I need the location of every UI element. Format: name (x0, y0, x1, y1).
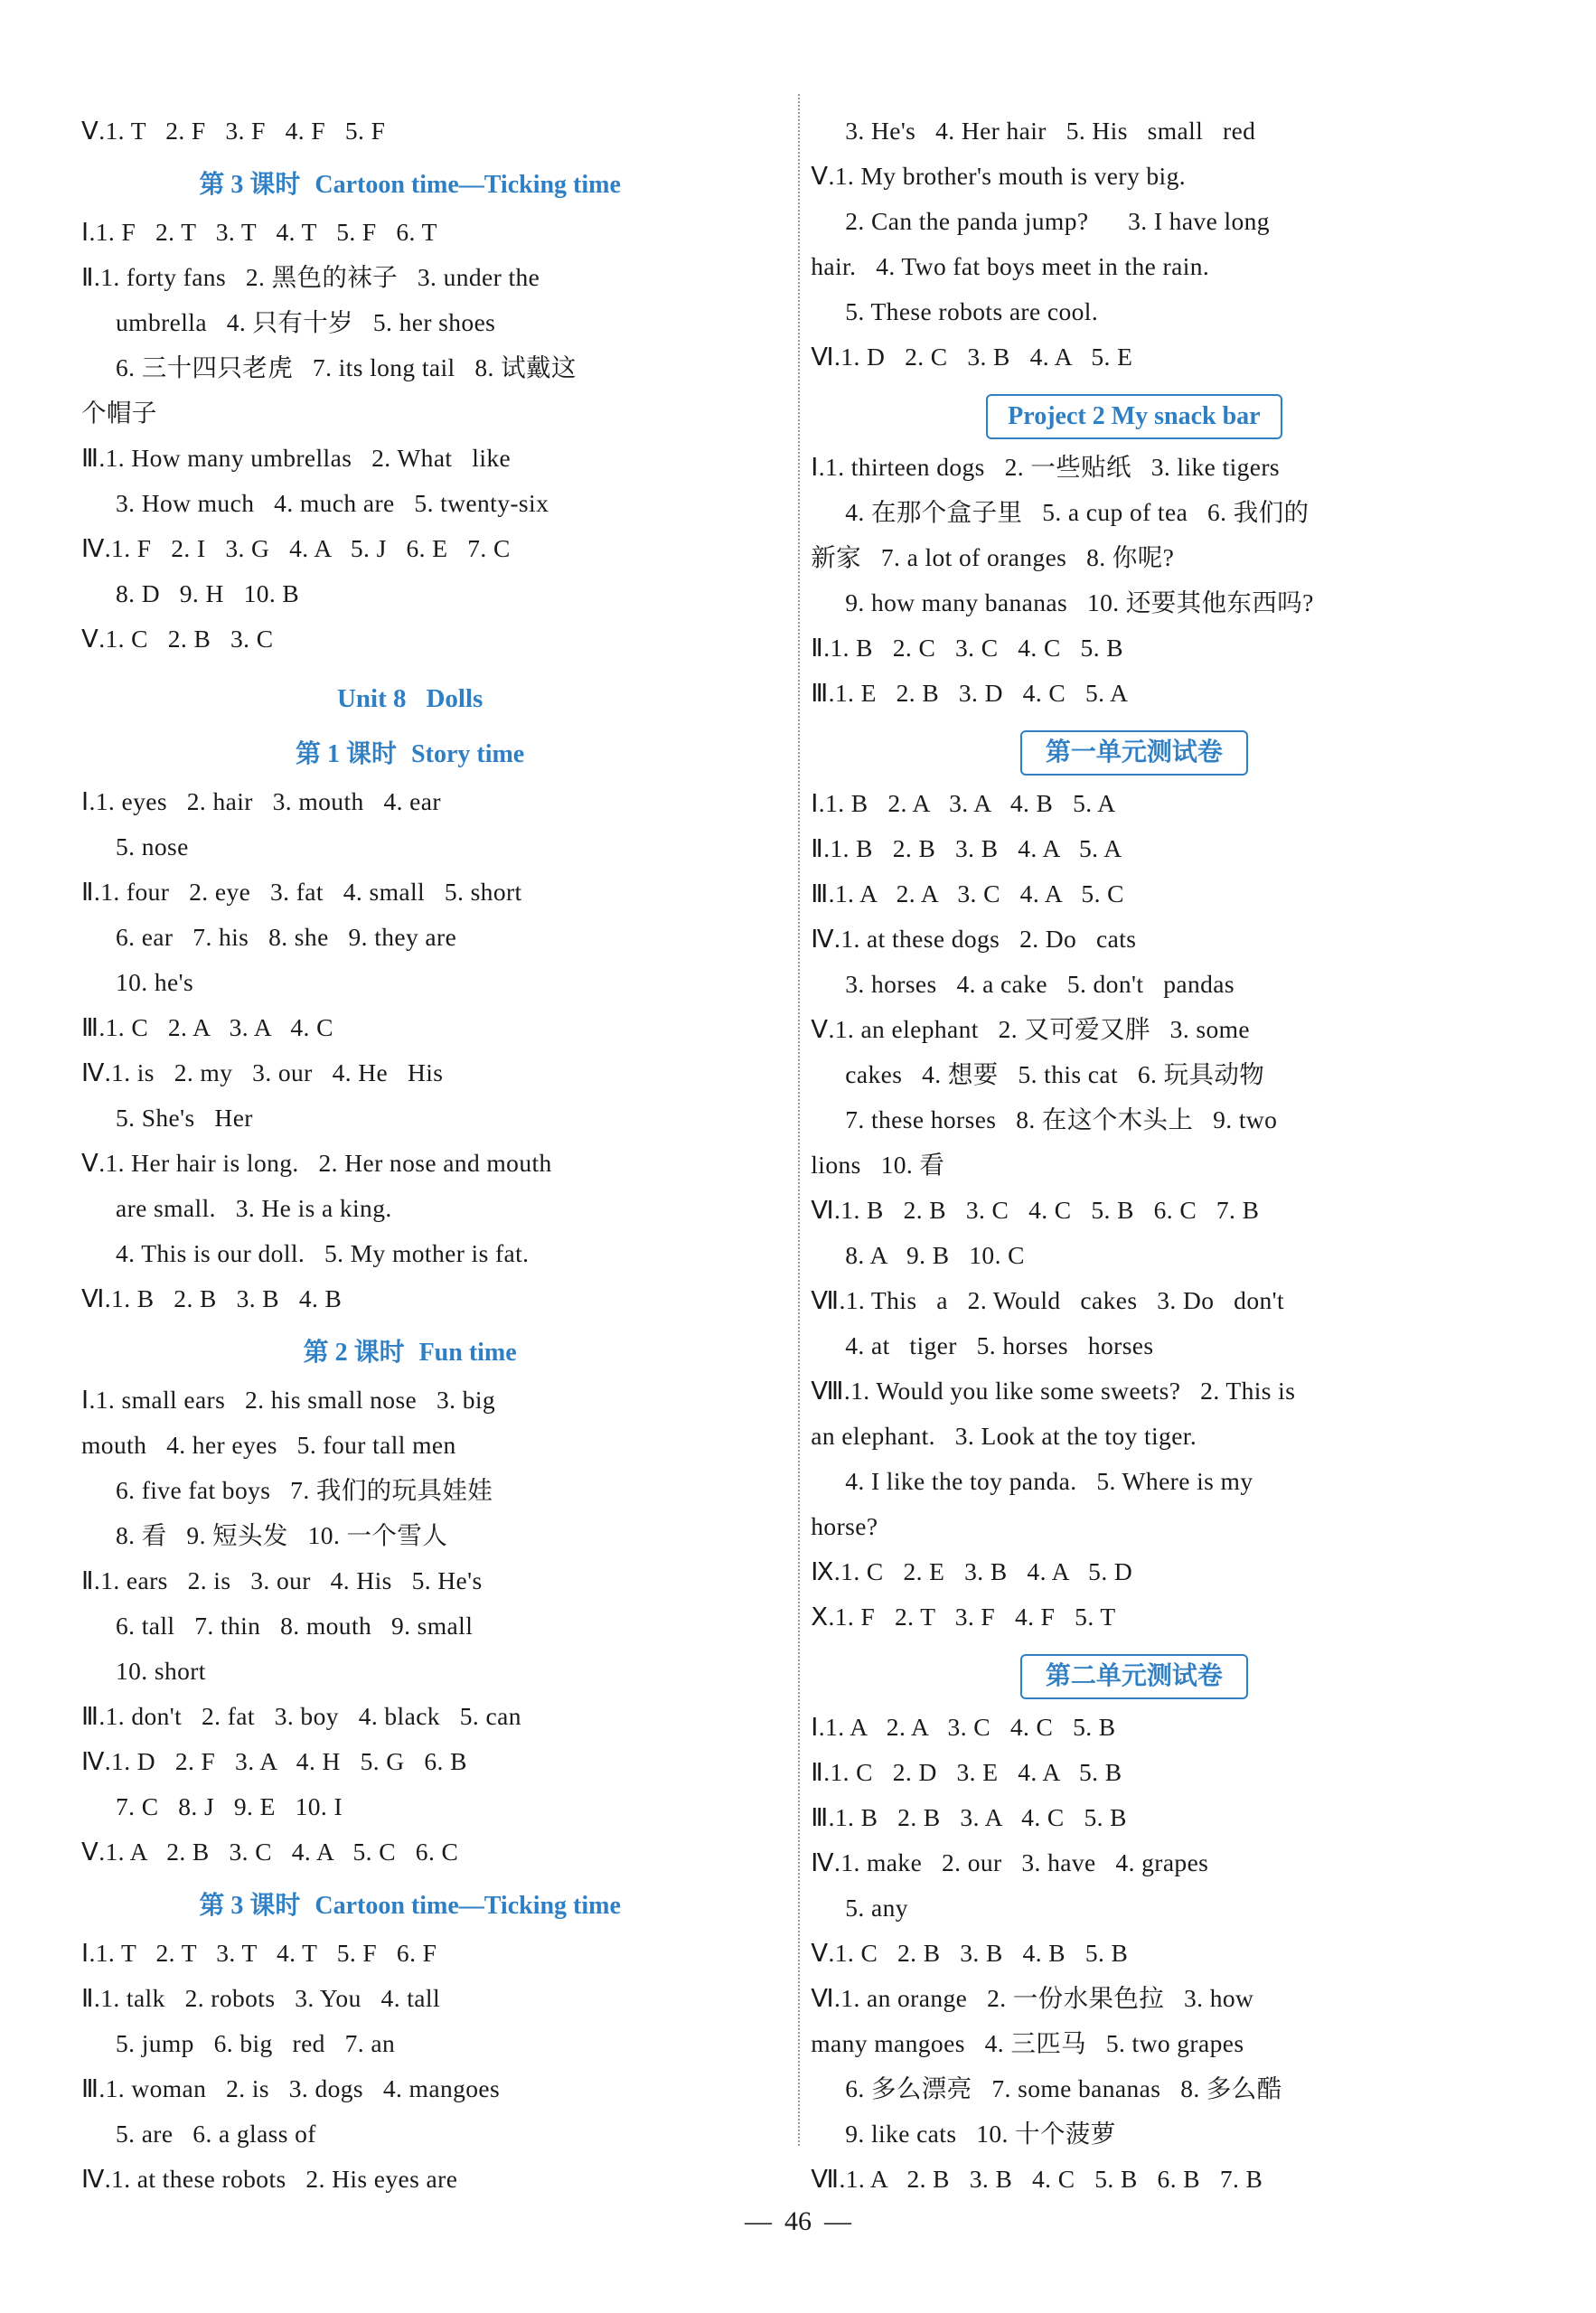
answer-line: 6. 三十四只老虎 7. its long tail 8. 试戴这 (116, 353, 577, 381)
right-column (769, 108, 1457, 2193)
answer-line: Ⅳ.1. is 2. my 3. our 4. He His (81, 1058, 444, 1086)
answer-line: 4. This is our doll. 5. My mother is fat. (116, 1239, 530, 1267)
answer-line: 8. D 9. H 10. B (116, 579, 300, 607)
page-footer (0, 2206, 1596, 2237)
answer-line: Ⅲ.1. E 2. B 3. D 4. C 5. A (811, 679, 1129, 707)
lesson-heading (81, 1330, 738, 1376)
answer-line: 10. short (116, 1657, 206, 1685)
boxed-heading-label: Project 2 My snack bar (986, 394, 1281, 439)
answer-line: an elephant. 3. Look at the toy tiger. (811, 1422, 1197, 1450)
answer-line: 6. five fat boys 7. 我们的玩具娃娃 (116, 1476, 493, 1504)
answer-line: 新家 7. a lot of oranges 8. 你呢? (811, 543, 1175, 571)
answer-line: Ⅱ.1. B 2. C 3. C 4. C 5. B (811, 634, 1123, 662)
answer-line: Ⅴ.1. C 2. B 3. C (81, 625, 274, 653)
answer-line: 9. like cats 10. 十个菠萝 (845, 2120, 1116, 2148)
answer-line: Ⅶ.1. A 2. B 3. B 4. C 5. B 6. B 7. B (811, 2165, 1263, 2193)
answer-line: 6. 多么漂亮 7. some bananas 8. 多么酷 (845, 2074, 1282, 2102)
answer-line: 7. these horses 8. 在这个木头上 9. two (845, 1105, 1278, 1133)
answer-line: Ⅲ.1. C 2. A 3. A 4. C (81, 1013, 333, 1041)
left-column (81, 108, 769, 2193)
answer-line: Ⅴ.1. T 2. F 3. F 4. F 5. F (81, 117, 386, 145)
answer-line: Ⅶ.1. This a 2. Would cakes 3. Do don't (811, 1286, 1285, 1314)
answer-line: Ⅰ.1. eyes 2. hair 3. mouth 4. ear (81, 787, 441, 815)
lesson-heading (81, 1884, 738, 1929)
answer-line: mouth 4. her eyes 5. four tall men (81, 1431, 456, 1459)
lesson-number: 第 3 课时 (199, 1892, 301, 1920)
answer-line: 个帽子 (81, 399, 157, 427)
answer-line: Ⅰ.1. thirteen dogs 2. 一些贴纸 3. like tigers (811, 453, 1281, 481)
answer-line: Ⅳ.1. at these dogs 2. Do cats (811, 925, 1137, 953)
answer-line: Ⅴ.1. My brother's mouth is very big. (811, 162, 1186, 190)
answer-line: 6. ear 7. his 8. she 9. they are (116, 923, 457, 951)
answer-line: Ⅲ.1. A 2. A 3. C 4. A 5. C (811, 879, 1124, 907)
answer-line: Ⅱ.1. ears 2. is 3. our 4. His 5. He's (81, 1566, 483, 1594)
answer-line: 5. nose (116, 832, 189, 860)
unit-name: Dolls (426, 684, 483, 713)
boxed-heading-label: 第二单元测试卷 (1020, 1654, 1248, 1699)
answer-line: 5. These robots are cool. (845, 297, 1099, 325)
answer-line: hair. 4. Two fat boys meet in the rain. (811, 252, 1210, 280)
answer-line: cakes 4. 想要 5. this cat 6. 玩具动物 (845, 1060, 1265, 1088)
answer-line: Ⅰ.1. A 2. A 3. C 4. C 5. B (811, 1713, 1116, 1741)
answer-line: horse? (811, 1512, 878, 1540)
answer-line: 5. any (845, 1894, 908, 1922)
unit-test-heading (811, 730, 1457, 776)
answer-line: Ⅰ.1. B 2. A 3. A 4. B 5. A (811, 789, 1116, 817)
answer-line: Ⅲ.1. don't 2. fat 3. boy 4. black 5. can (81, 1702, 521, 1730)
answer-line: 4. 在那个盒子里 5. a cup of tea 6. 我们的 (845, 498, 1310, 526)
answer-line: 8. A 9. B 10. C (845, 1241, 1025, 1269)
lesson-number: 第 2 课时 (303, 1339, 405, 1367)
column-divider (798, 94, 800, 2146)
answer-line: Ⅵ.1. B 2. B 3. C 4. C 5. B 6. C 7. B (811, 1196, 1260, 1224)
answer-line: Ⅵ.1. an orange 2. 一份水果色拉 3. how (811, 1984, 1254, 2012)
answer-line: 7. C 8. J 9. E 10. I (116, 1792, 343, 1820)
answer-line: Ⅹ.1. F 2. T 3. F 4. F 5. T (811, 1603, 1116, 1631)
answer-line: 4. I like the toy panda. 5. Where is my (845, 1467, 1253, 1495)
answer-line: 3. How much 4. much are 5. twenty-six (116, 489, 549, 517)
answer-line: Ⅳ.1. D 2. F 3. A 4. H 5. G 6. B (81, 1747, 467, 1775)
answer-line: many mangoes 4. 三匹马 5. two grapes (811, 2029, 1244, 2057)
lesson-title: Fun time (418, 1339, 517, 1367)
unit-test-heading (811, 1654, 1457, 1699)
answer-line: 8. 看 9. 短头发 10. 一个雪人 (116, 1521, 448, 1549)
answer-line: Ⅳ.1. F 2. I 3. G 4. A 5. J 6. E 7. C (81, 534, 511, 562)
answer-line: Ⅴ.1. C 2. B 3. B 4. B 5. B (811, 1939, 1129, 1967)
lesson-title: Cartoon time—Ticking time (315, 1892, 621, 1920)
lesson-title: Cartoon time—Ticking time (315, 171, 621, 199)
unit-number: Unit 8 (336, 684, 407, 713)
answer-line: 3. horses 4. a cake 5. don't pandas (845, 970, 1235, 998)
answer-line: Ⅲ.1. woman 2. is 3. dogs 4. mangoes (81, 2074, 501, 2102)
lesson-heading (81, 732, 738, 777)
answer-line: 10. he's (116, 968, 194, 996)
page-number: 46 (784, 2206, 812, 2236)
answer-line: 5. are 6. a glass of (116, 2120, 316, 2148)
lesson-number: 第 1 课时 (296, 740, 398, 768)
answer-line: 4. at tiger 5. horses horses (845, 1331, 1154, 1359)
answer-line: umbrella 4. 只有十岁 5. her shoes (116, 308, 496, 336)
answer-line: Ⅱ.1. talk 2. robots 3. You 4. tall (81, 1984, 440, 2012)
answer-line: Ⅸ.1. C 2. E 3. B 4. A 5. D (811, 1557, 1133, 1585)
answer-line: Ⅱ.1. B 2. B 3. B 4. A 5. A (811, 834, 1122, 862)
answer-line: lions 10. 看 (811, 1151, 945, 1179)
lesson-number: 第 3 课时 (199, 171, 301, 199)
answer-line: Ⅰ.1. F 2. T 3. T 4. T 5. F 6. T (81, 218, 437, 246)
answer-line: 5. jump 6. big red 7. an (116, 2029, 396, 2057)
answer-line: 5. She's Her (116, 1104, 253, 1132)
answer-line: Ⅷ.1. Would you like some sweets? 2. This is (811, 1377, 1296, 1405)
answer-line: 6. tall 7. thin 8. mouth 9. small (116, 1612, 474, 1640)
answer-line: 9. how many bananas 10. 还要其他东西吗? (845, 588, 1314, 616)
footer-dash-left: — (745, 2206, 772, 2236)
answer-line: Ⅴ.1. A 2. B 3. C 4. A 5. C 6. C (81, 1838, 459, 1866)
unit-heading (81, 674, 738, 723)
answer-line: 3. He's 4. Her hair 5. His small red (845, 117, 1256, 145)
answer-line: Ⅳ.1. make 2. our 3. have 4. grapes (811, 1848, 1209, 1876)
answer-line: Ⅵ.1. D 2. C 3. B 4. A 5. E (811, 343, 1133, 371)
project-heading (811, 394, 1457, 439)
answer-line: Ⅴ.1. an elephant 2. 又可爱又胖 3. some (811, 1015, 1251, 1043)
answer-line: Ⅲ.1. B 2. B 3. A 4. C 5. B (811, 1803, 1127, 1831)
lesson-heading (81, 163, 738, 208)
answer-line: Ⅱ.1. four 2. eye 3. fat 4. small 5. short (81, 878, 522, 906)
answer-line: Ⅵ.1. B 2. B 3. B 4. B (81, 1284, 343, 1312)
answer-line: Ⅱ.1. forty fans 2. 黑色的袜子 3. under the (81, 263, 540, 291)
footer-dash-right: — (824, 2206, 851, 2236)
answer-line: Ⅰ.1. T 2. T 3. T 4. T 5. F 6. F (81, 1939, 437, 1967)
answer-line: Ⅳ.1. at these robots 2. His eyes are (81, 2165, 458, 2193)
answer-line: 2. Can the panda jump? 3. I have long (845, 207, 1270, 235)
two-column-layout (81, 108, 1515, 2193)
answer-line: are small. 3. He is a king. (116, 1194, 392, 1222)
answer-line: Ⅰ.1. small ears 2. his small nose 3. big (81, 1386, 496, 1414)
answer-line: Ⅲ.1. How many umbrellas 2. What like (81, 444, 512, 472)
answer-line: Ⅱ.1. C 2. D 3. E 4. A 5. B (811, 1758, 1122, 1786)
answer-line: Ⅴ.1. Her hair is long. 2. Her nose and mouth (81, 1149, 552, 1177)
lesson-title: Story time (411, 740, 525, 768)
boxed-heading-label: 第一单元测试卷 (1020, 730, 1248, 776)
